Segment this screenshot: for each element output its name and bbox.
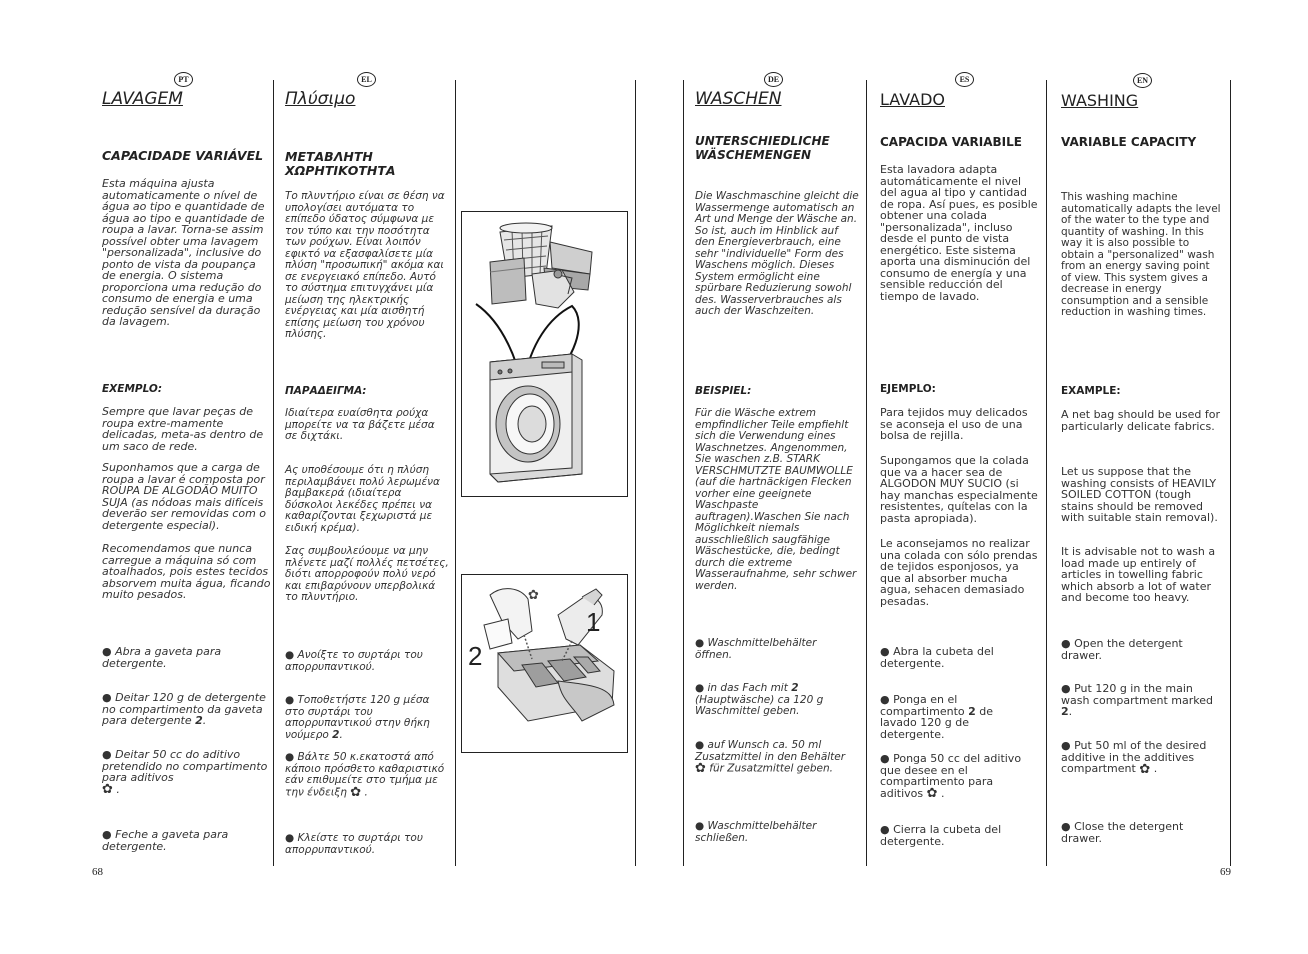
column-divider: [455, 80, 456, 866]
intro-paragraph: Esta lavadora adapta automáticamente el nivel del agua al tipo y cantidad de ropa. Así pues, es posible obtener una colada "personalizada", incluso desde el punto de vista energético. Este sistema aporta una disminución del consumo de energía y una sensible reducción del tiempo de lavado.: [880, 163, 1038, 303]
step-text: Βάλτε 50 κ.εκατοστά από κάποιο πρόσθετο καθαριστικό εάν επιθυμείτε στο τμήμα με την ένδειξη: [285, 751, 445, 798]
compartment-number: 2: [791, 682, 799, 694]
step-text: Ponga en el compartimento: [880, 693, 969, 718]
instruction-step-3: [1061, 740, 1221, 775]
intro-paragraph: Esta máquina ajusta automaticamente o nível de água ao tipo e quantidade de água ao tipo e quantidade de roupa a lavar. Torna-se assim possível obter uma lavagem "personalizada", inclusive do ponto de vista da poupança de energia. O sistema proporciona uma redução do consumo de energia e uma redução sensível da duração da lavagem.: [102, 177, 265, 328]
example-label: ΠΑΡΑΔΕΙΓΜΑ:: [285, 385, 367, 397]
instruction-step-3: [880, 753, 1030, 799]
detergent-additive-flower-icon: ✿: [350, 784, 362, 800]
step-text: Deitar 50 cc do aditivo pretendido no compartimento para aditivos: [102, 748, 268, 784]
intro-paragraph: This washing machine automatically adapts the level of the water to the type and quantity of washing. In this way it is also possible to obtain a "personalized" wash from an energy saving point of view. This system gives a decrease in energy consumption and a sensible reduction in washing times.: [1061, 191, 1221, 318]
column-de: [695, 0, 860, 954]
bullet-icon: ●: [1061, 739, 1071, 752]
section-subtitle: ΜΕΤΑΒΛΗΤΗ ΧΩΡΗΤΙΚΟΤΗΤΑ: [285, 149, 396, 178]
step-text: (Hauptwäsche) ca 120 g Waschmittel geben.: [695, 693, 824, 717]
section-title: WASHING: [1061, 91, 1139, 110]
bullet-icon: ●: [880, 645, 890, 658]
illustration-laundry-washer: [461, 211, 628, 497]
intro-paragraph: Το πλυντήριο είναι σε θέση να υπολογίσει αυτόματα το επίπεδο ύδατος σύμφωνα με τον τύπο και την ποσότητα των ρούχων. Είναι λοιπόν εφικτό να εξασφαλίσετε μία πλύση "προσωπική" ακόμα και σε ενεργειακό επίπεδο. Αυτό το σύστημα επιτυγχάνει μία μείωση της ηλεκτρικής ενέργειας και μία αισθητή επίσης μείωση του χρόνου πλύσης.: [285, 190, 445, 340]
step-text: .: [1153, 762, 1158, 775]
step-text: de lavado 120 g de detergente.: [880, 704, 994, 741]
bullet-icon: ●: [285, 649, 295, 661]
step-text: Waschmittelbehälter schließen.: [695, 820, 817, 844]
example-paragraph: A net bag should be used for particularly delicate fabrics.: [1061, 408, 1221, 433]
step-text: .: [941, 786, 945, 800]
instruction-step-4: [285, 833, 445, 856]
column-divider: [273, 80, 274, 866]
step-text: Put 120 g in the main wash compartment marked: [1061, 682, 1213, 707]
column-el: [285, 0, 450, 954]
instruction-step-3: [102, 749, 272, 795]
language-badge-pt: PT: [174, 72, 193, 87]
section-subtitle: CAPACIDA VARIABILE: [880, 135, 1022, 149]
step-text: Ponga 50 cc del aditivo que desee en el compartimento para aditivos: [880, 752, 1022, 800]
step-text: .: [339, 728, 343, 741]
example-paragraph: Σας συμβουλεύουμε να μην πλένετε μαζί πολλές πετσέτες, διότι απορροφούν πολύ νερό και επιβαρύνουν υπερβολικά το πλυντήριο.: [285, 545, 449, 603]
page-number-left: 68: [92, 866, 103, 878]
bullet-icon: ●: [102, 828, 112, 841]
example-paragraph: Recomendamos que nunca carregue a máquina só com atoalhados, pois estes tecidos absorvem muita água, ficando muito pesados.: [102, 542, 271, 601]
step-text: Abra la cubeta del detergente.: [880, 645, 994, 670]
instruction-step-2: [695, 683, 850, 718]
page-number-right: 69: [1220, 866, 1231, 878]
example-paragraph: It is advisable not to wash a load made up entirely of articles in towelling fabric which absorb a lot of water and become too heavy.: [1061, 545, 1216, 604]
page-gutter-divider: [635, 80, 636, 866]
instruction-step-4: [695, 821, 845, 844]
column-es: [880, 0, 1040, 954]
compartment-number: 2: [968, 704, 976, 718]
bullet-icon: ●: [285, 694, 295, 706]
language-badge-de: DE: [764, 72, 783, 87]
example-paragraph: Ιδιαίτερα ευαίσθητα ρούχα μπορείτε να τα βάζετε μέσα σε διχτάκι.: [285, 407, 435, 442]
step-text: Open the detergent drawer.: [1061, 637, 1183, 662]
step-text: Put 50 ml of the desired additive in the additives compartment: [1061, 739, 1207, 775]
step-text: in das Fach mit: [707, 682, 792, 694]
bullet-icon: ●: [695, 820, 705, 832]
step-text: Deitar 120 g de detergente no compartimento da gaveta para detergente: [102, 691, 266, 727]
bullet-icon: ●: [1061, 637, 1071, 650]
step-text: Close the detergent drawer.: [1061, 820, 1184, 845]
section-subtitle: CAPACIDADE VARIÁVEL: [102, 148, 264, 163]
figure-label-1: 1: [586, 607, 601, 637]
instruction-step-2: [102, 692, 272, 727]
figure-label-2: 2: [468, 641, 483, 671]
instruction-step-1: [285, 650, 445, 673]
step-text: .: [202, 714, 207, 727]
step-text: Abra a gaveta para detergente.: [102, 645, 222, 670]
compartment-number: 2: [195, 714, 203, 727]
step-text: Κλείστε το συρτάρι του απορρυπαντικού.: [285, 832, 423, 856]
language-badge-en: EN: [1133, 73, 1152, 88]
example-paragraph: Let us suppose that the washing consists of HEAVILY SOILED COTTON (tough stains should be removed with suitable stain removal).: [1061, 465, 1218, 524]
language-badge-es: ES: [955, 72, 974, 87]
bullet-icon: ●: [695, 682, 705, 694]
language-badge-el: EL: [357, 72, 376, 87]
example-paragraph: Supongamos que la colada que va a hacer sea de ALGODON MUY SUCIO (si hay manchas especialmente resistentes, quítelas con la pasta apropiada).: [880, 454, 1038, 525]
instruction-step-4: [1061, 821, 1211, 844]
column-divider: [1046, 80, 1047, 866]
detergent-additive-flower-icon: ✿: [926, 786, 938, 801]
bullet-icon: ●: [880, 693, 890, 706]
column-divider: [1230, 80, 1231, 866]
detergent-additive-flower-icon: ✿: [102, 782, 113, 797]
bullet-icon: ●: [695, 739, 705, 751]
example-paragraph: Para tejidos muy delicados se aconseja el uso de una bolsa de rejilla.: [880, 406, 1028, 442]
bullet-icon: ●: [102, 691, 112, 704]
step-text: auf Wunsch ca. 50 ml Zusatzmittel in den Behälter: [695, 739, 846, 763]
instruction-step-4: [102, 829, 272, 852]
example-paragraph: Le aconsejamos no realizar una colada con sólo prendas de tejidos esponjosos, ya que al absorber mucha agua, sehacen demasiado pesadas.: [880, 537, 1038, 608]
step-text: Ανοίξτε το συρτάρι του απορρυπαντικού.: [285, 649, 423, 673]
section-title: WASCHEN: [695, 89, 782, 109]
step-text: für Zusatzmittel geben.: [709, 762, 833, 775]
step-text: .: [1068, 705, 1073, 718]
instruction-step-3: [695, 740, 855, 775]
instruction-step-3: [285, 752, 450, 799]
instruction-step-2: [285, 695, 450, 741]
example-paragraph: Sempre que lavar peças de roupa extre-mamente delicadas, meta-as dentro de um saco de rede.: [102, 405, 264, 453]
detergent-additive-flower-icon: ✿: [695, 761, 706, 776]
detergent-additive-flower-icon: ✿: [1139, 761, 1151, 777]
column-pt: [102, 0, 272, 954]
instruction-step-1: [1061, 638, 1211, 661]
example-paragraph: Suponhamos que a carga de roupa a lavar é composta por ROUPA DE ALGODÃO MUITO SUJA (as nódoas mais difíceis deverão ser removidas com o detergente especial).: [102, 461, 267, 532]
intro-paragraph: Die Waschmaschine gleicht die Wassermenge automatisch an Art und Menge der Wäsche an. So ist, auch im Hinblick auf den Energieverbrauch, eine sehr "individuelle" Form des Waschens möglich. Dieses System ermöglicht eine spürbare Reduzierung sowohl des. Wasserverbrauches als auch der Waschzeiten.: [695, 190, 859, 317]
step-text: Feche a gaveta para detergente.: [102, 828, 229, 853]
section-title: Πλύσιμο: [285, 89, 356, 109]
step-text: Τοποθετήστε 120 g μέσα στο συρτάρι του απορρυπαντικού στην θήκη νούμερο: [285, 694, 430, 741]
compartment-number: 2: [1061, 705, 1069, 718]
step-text: .: [364, 786, 368, 798]
bullet-icon: ●: [102, 748, 112, 761]
section-subtitle: UNTERSCHIEDLICHE WÄSCHEMENGEN: [695, 134, 830, 162]
step-text: Cierra la cubeta del detergente.: [880, 823, 1002, 848]
example-paragraph: Ας υποθέσουμε ότι η πλύση περιλαμβάνει πολύ λερωμένα βαμβακερά (ιδιαίτερα δύσκολοι λεκέδες πρέπει να καθαρίζονται ξεχωριστά με ειδική κρέμα).: [285, 464, 440, 534]
column-en: [1061, 0, 1223, 954]
bullet-icon: ●: [102, 645, 112, 658]
example-label: EJEMPLO:: [880, 383, 936, 395]
washing-machine-laundry-drawing: [462, 212, 627, 496]
column-divider: [866, 80, 867, 866]
bullet-icon: ●: [1061, 682, 1071, 695]
example-label: EXAMPLE:: [1061, 385, 1121, 397]
bullet-icon: ●: [285, 832, 295, 844]
example-label: BEISPIEL:: [695, 385, 752, 397]
illustration-detergent-drawer: [461, 574, 628, 753]
bullet-icon: ●: [880, 752, 890, 765]
instruction-step-1: [102, 646, 272, 669]
example-paragraph: Für die Wäsche extrem empfindlicher Teile empfiehlt sich die Verwendung eines Waschnetzes. Angenommen, Sie waschen z.B. STARK VERSCHMUTZTE BAUMWOLLE (auf die hartnäckigen Flecken vorher eine geeignete Waschpaste auftragen).Waschen Sie nach Möglichkeit niemals ausschließlich saugfähige Wäschestücke, die, bedingt durch die extreme Wasseraufnahme, sehr schwer werden.: [695, 407, 857, 592]
example-label: EXEMPLO:: [102, 383, 163, 395]
section-title: LAVAGEM: [102, 89, 183, 109]
svg-text:✿: ✿: [528, 588, 539, 603]
bullet-icon: ●: [880, 823, 890, 836]
page-gutter-divider: [683, 80, 684, 866]
detergent-drawer-drawing: [462, 575, 627, 752]
step-text: .: [116, 782, 120, 796]
section-title: LAVADO: [880, 90, 945, 109]
section-subtitle: VARIABLE CAPACITY: [1061, 135, 1197, 149]
instruction-step-1: [695, 638, 845, 661]
instruction-step-2: [1061, 683, 1221, 718]
bullet-icon: ●: [1061, 820, 1071, 833]
compartment-number: 2: [332, 728, 340, 741]
bullet-icon: ●: [695, 637, 705, 649]
step-text: Waschmittelbehälter öffnen.: [695, 637, 817, 661]
instruction-step-4: [880, 824, 1020, 847]
bullet-icon: ●: [285, 751, 295, 763]
instruction-step-2: [880, 694, 1000, 740]
instruction-step-1: [880, 646, 1030, 669]
